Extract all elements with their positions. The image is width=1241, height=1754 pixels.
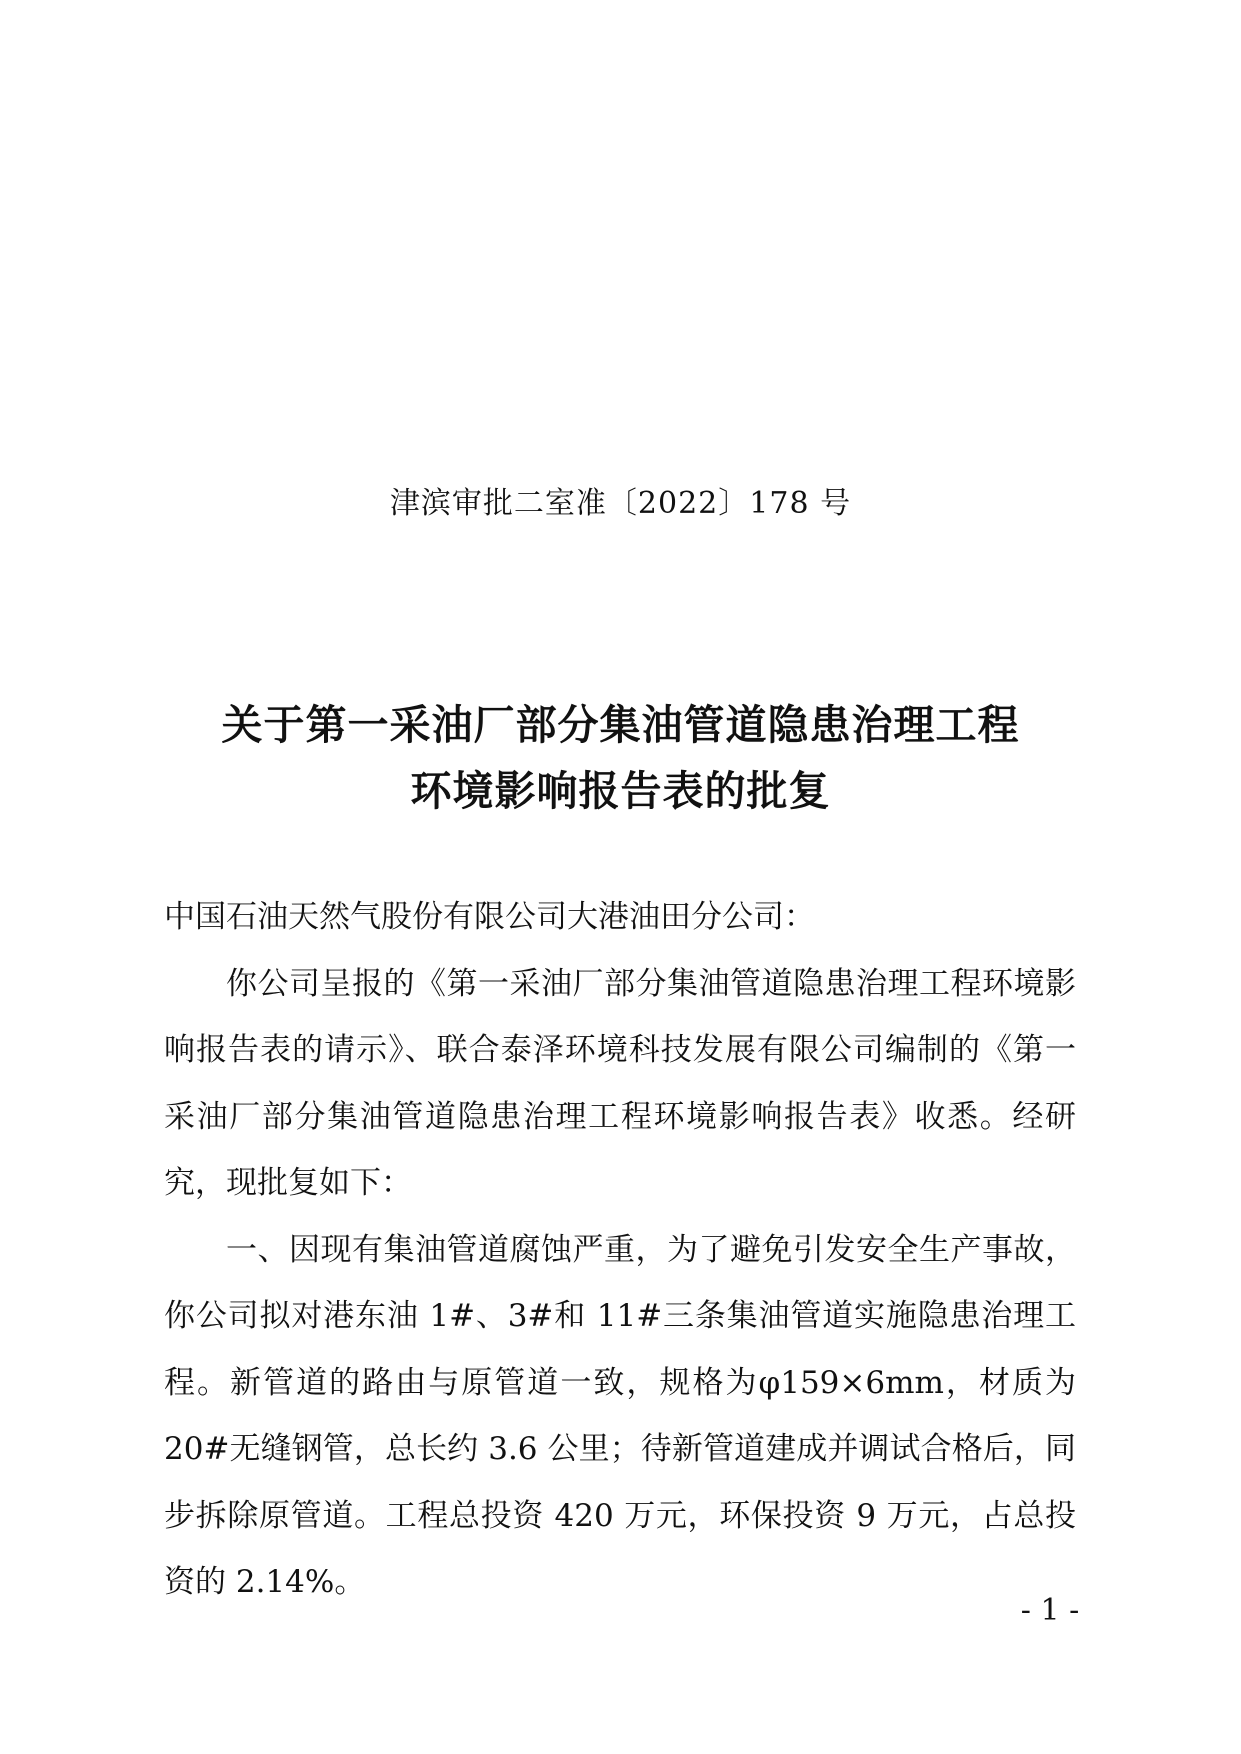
page-number: - 1 - bbox=[1020, 1593, 1080, 1628]
salutation: 中国石油天然气股份有限公司大港油田分公司： bbox=[164, 899, 815, 935]
document-title bbox=[140, 692, 1101, 824]
document-number: 津滨审批二室准〔2022〕178 号 bbox=[389, 486, 852, 521]
title-line-2: 环境影响报告表的批复 bbox=[410, 767, 831, 815]
document-body bbox=[164, 884, 1076, 1616]
paragraph-item-1: 一、因现有集油管道腐蚀严重，为了避免引发安全生产事故，你公司拟对港东油 1#、3#和 11#三条集油管道实施隐患治理工程。新管道的路由与原管道一致，规格为φ159×6mm，材质为 20#无缝钢管，总长约 3.6 公里；待新管道建成并调试合格后，同步拆除原管道。工程总投资 420 万元，环保投资 9 万元，占总投资的 2.14%。 bbox=[164, 1231, 1076, 1600]
title-line-1: 关于第一采油厂部分集油管道隐患治理工程 bbox=[221, 701, 1020, 749]
paragraph-intro: 你公司呈报的《第一采油厂部分集油管道隐患治理工程环境影响报告表的请示》、联合泰泽环境科技发展有限公司编制的《第一采油厂部分集油管道隐患治理工程环境影响报告表》收悉。经研究，现批复如下： bbox=[164, 965, 1076, 1201]
